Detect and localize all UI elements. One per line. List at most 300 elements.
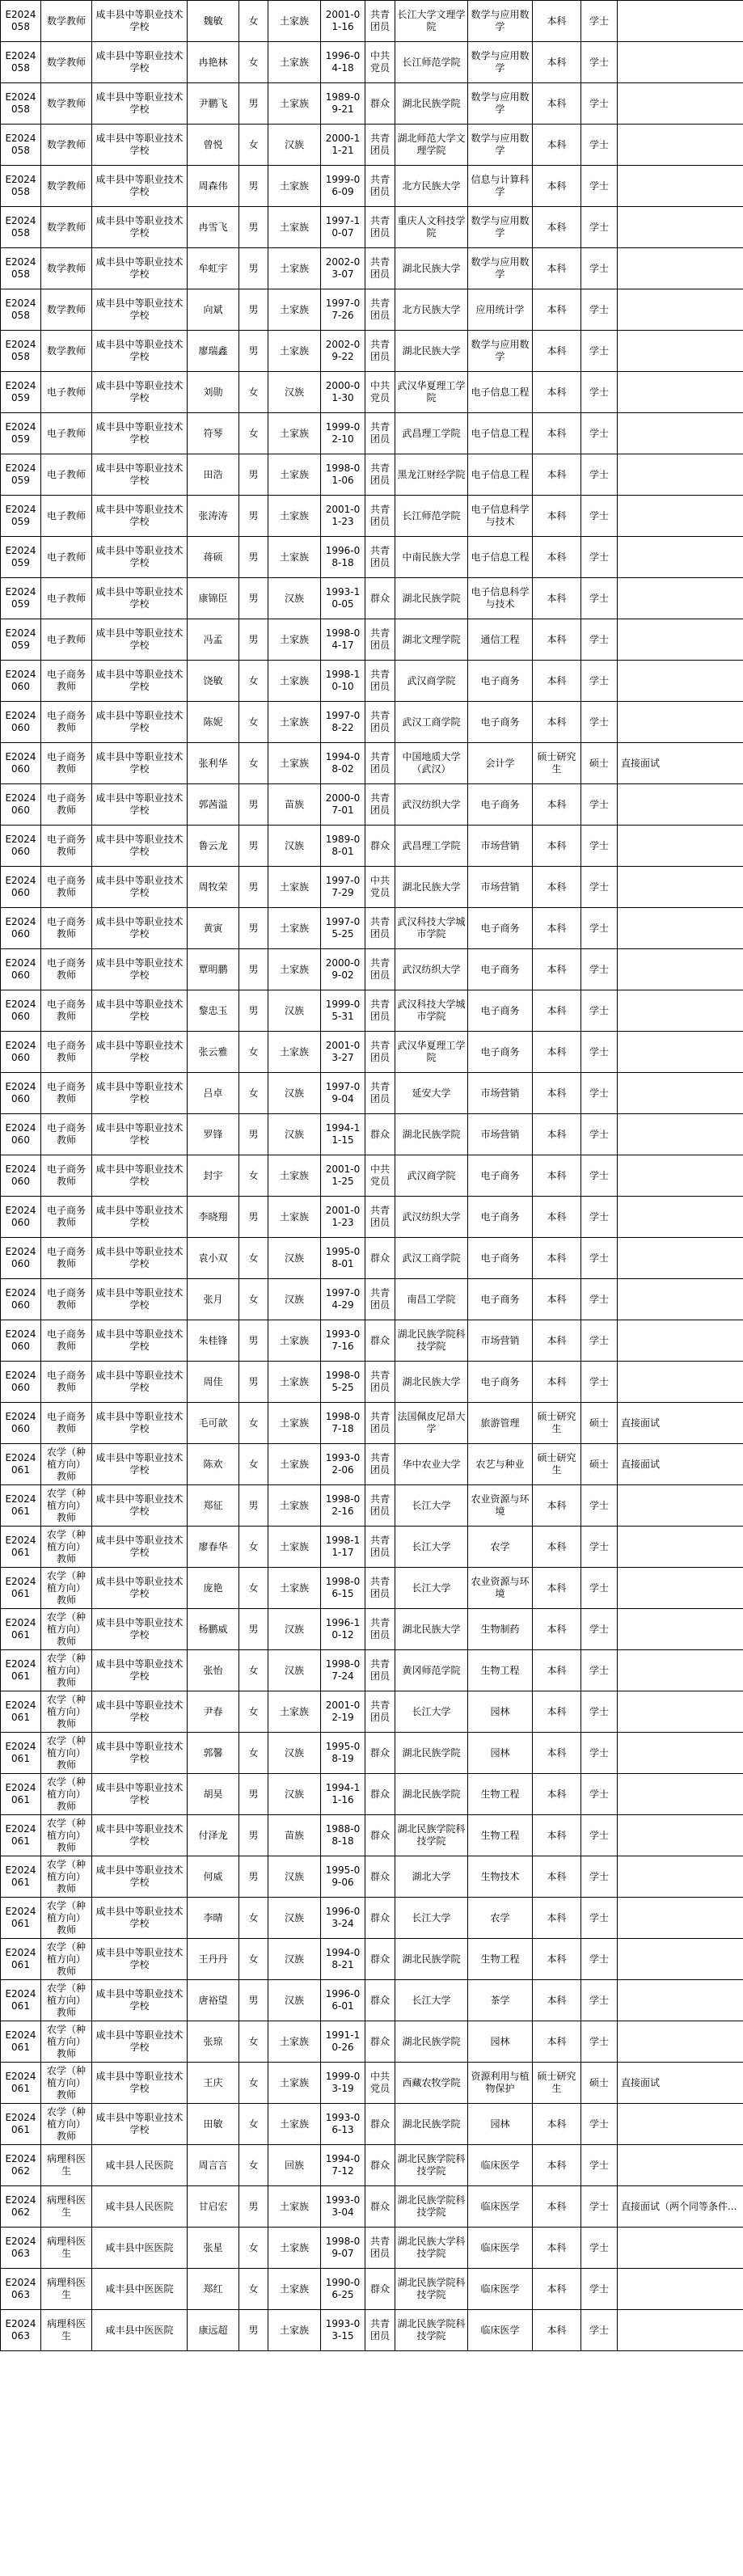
- remark-cell: [618, 1155, 743, 1197]
- gender-cell: 女: [239, 2063, 268, 2104]
- political-status-cell: 共青团员: [365, 1568, 395, 1609]
- gender-cell: 男: [239, 2310, 268, 2351]
- ethnicity-cell: 土家族: [268, 1320, 321, 1362]
- degree-cell: 学士: [581, 2228, 618, 2269]
- major-cell: 生物工程: [468, 1815, 533, 1856]
- school-cell: 湖北民族学院: [395, 1774, 468, 1815]
- education-cell: 本科: [533, 1691, 581, 1733]
- ethnicity-cell: 汉族: [268, 1939, 321, 1980]
- political-status-cell: 中共党员: [365, 372, 395, 413]
- job-code-cell: E2024061: [1, 1733, 41, 1774]
- table-row: [1, 289, 743, 331]
- gender-cell: 男: [239, 1856, 268, 1898]
- birthdate-cell: 1994-08-21: [321, 1939, 365, 1980]
- table-row: [1, 908, 743, 949]
- job-code-cell: E2024063: [1, 2228, 41, 2269]
- degree-cell: 学士: [581, 1691, 618, 1733]
- degree-cell: 学士: [581, 867, 618, 908]
- degree-cell: 学士: [581, 1362, 618, 1403]
- political-status-cell: 共青团员: [365, 2310, 395, 2351]
- school-cell: 湖北民族学院科技学院: [395, 1815, 468, 1856]
- remark-cell: [618, 1898, 743, 1939]
- table-row: [1, 1856, 743, 1898]
- name-cell: 郑红: [188, 2269, 239, 2310]
- education-cell: 本科: [533, 1, 581, 42]
- table-row: [1, 1815, 743, 1856]
- table-row: [1, 125, 743, 166]
- table-row: [1, 1609, 743, 1650]
- remark-cell: 直接面试: [618, 743, 743, 784]
- birthdate-cell: 1998-04-17: [321, 619, 365, 661]
- job-code-cell: E2024058: [1, 166, 41, 207]
- gender-cell: 男: [239, 1815, 268, 1856]
- major-cell: 信息与计算科学: [468, 166, 533, 207]
- ethnicity-cell: 土家族: [268, 743, 321, 784]
- position-cell: 病理科医生: [41, 2228, 92, 2269]
- job-code-cell: E2024061: [1, 1650, 41, 1691]
- remark-cell: [618, 2310, 743, 2351]
- education-cell: 本科: [533, 207, 581, 248]
- name-cell: 尹鹏飞: [188, 83, 239, 125]
- education-cell: 本科: [533, 619, 581, 661]
- position-cell: 农学（种植方向）教师: [41, 1815, 92, 1856]
- birthdate-cell: 1998-06-15: [321, 1568, 365, 1609]
- position-cell: 电子商务教师: [41, 867, 92, 908]
- remark-cell: 直接面试: [618, 1444, 743, 1485]
- major-cell: 数学与应用数学: [468, 331, 533, 372]
- remark-cell: [618, 1856, 743, 1898]
- political-status-cell: 共青团员: [365, 1691, 395, 1733]
- ethnicity-cell: 土家族: [268, 2310, 321, 2351]
- table-row: [1, 826, 743, 867]
- education-cell: 本科: [533, 1197, 581, 1238]
- name-cell: 郑征: [188, 1485, 239, 1527]
- table-row: [1, 1279, 743, 1320]
- name-cell: 张星: [188, 2228, 239, 2269]
- education-cell: 本科: [533, 1032, 581, 1073]
- school-cell: 湖北大学: [395, 1856, 468, 1898]
- degree-cell: 学士: [581, 2310, 618, 2351]
- political-status-cell: 共青团员: [365, 661, 395, 702]
- birthdate-cell: 1998-07-18: [321, 1403, 365, 1444]
- position-cell: 农学（种植方向）教师: [41, 1939, 92, 1980]
- gender-cell: 女: [239, 1155, 268, 1197]
- position-cell: 农学（种植方向）教师: [41, 1527, 92, 1568]
- major-cell: 生物制药: [468, 1609, 533, 1650]
- political-status-cell: 群众: [365, 2186, 395, 2228]
- employer-cell: 咸丰县中等职业技术学校: [92, 2021, 188, 2063]
- degree-cell: 学士: [581, 1032, 618, 1073]
- birthdate-cell: 1993-02-06: [321, 1444, 365, 1485]
- degree-cell: 学士: [581, 1898, 618, 1939]
- school-cell: 西藏农牧学院: [395, 2063, 468, 2104]
- position-cell: 电子教师: [41, 454, 92, 496]
- employer-cell: 咸丰县中等职业技术学校: [92, 166, 188, 207]
- political-status-cell: 群众: [365, 1733, 395, 1774]
- birthdate-cell: 2001-01-16: [321, 1, 365, 42]
- education-cell: 本科: [533, 537, 581, 578]
- table-row: [1, 2228, 743, 2269]
- education-cell: 本科: [533, 990, 581, 1032]
- gender-cell: 女: [239, 125, 268, 166]
- table-row: [1, 702, 743, 743]
- degree-cell: 学士: [581, 1073, 618, 1114]
- education-cell: 本科: [533, 2021, 581, 2063]
- major-cell: 电子商务: [468, 784, 533, 826]
- ethnicity-cell: 土家族: [268, 1032, 321, 1073]
- school-cell: 武汉商学院: [395, 661, 468, 702]
- school-cell: 湖北民族学院: [395, 1733, 468, 1774]
- employer-cell: 咸丰县中等职业技术学校: [92, 867, 188, 908]
- employer-cell: 咸丰县中等职业技术学校: [92, 784, 188, 826]
- position-cell: 农学（种植方向）教师: [41, 1609, 92, 1650]
- table-row: [1, 1527, 743, 1568]
- name-cell: 田敏: [188, 2104, 239, 2145]
- job-code-cell: E2024061: [1, 1815, 41, 1856]
- degree-cell: 学士: [581, 1114, 618, 1155]
- school-cell: 法国佩皮尼昂大学: [395, 1403, 468, 1444]
- table-row: [1, 1485, 743, 1527]
- political-status-cell: 共青团员: [365, 248, 395, 289]
- birthdate-cell: 1999-02-10: [321, 413, 365, 454]
- birthdate-cell: 2001-01-25: [321, 1155, 365, 1197]
- degree-cell: 学士: [581, 289, 618, 331]
- position-cell: 农学（种植方向）教师: [41, 1774, 92, 1815]
- political-status-cell: 群众: [365, 1774, 395, 1815]
- employer-cell: 咸丰县中医医院: [92, 2310, 188, 2351]
- ethnicity-cell: 土家族: [268, 619, 321, 661]
- employer-cell: 咸丰县中等职业技术学校: [92, 1650, 188, 1691]
- gender-cell: 男: [239, 1980, 268, 2021]
- political-status-cell: 共青团员: [365, 784, 395, 826]
- degree-cell: 学士: [581, 784, 618, 826]
- remark-cell: [618, 331, 743, 372]
- education-cell: 本科: [533, 1279, 581, 1320]
- birthdate-cell: 1997-09-04: [321, 1073, 365, 1114]
- table-row: [1, 578, 743, 619]
- name-cell: 王丹丹: [188, 1939, 239, 1980]
- education-cell: 本科: [533, 372, 581, 413]
- ethnicity-cell: 土家族: [268, 1485, 321, 1527]
- school-cell: 长江大学: [395, 1485, 468, 1527]
- employer-cell: 咸丰县中等职业技术学校: [92, 908, 188, 949]
- ethnicity-cell: 土家族: [268, 1362, 321, 1403]
- degree-cell: 学士: [581, 42, 618, 83]
- job-code-cell: E2024060: [1, 949, 41, 990]
- political-status-cell: 群众: [365, 83, 395, 125]
- employer-cell: 咸丰县中等职业技术学校: [92, 1980, 188, 2021]
- ethnicity-cell: 土家族: [268, 1691, 321, 1733]
- education-cell: 本科: [533, 784, 581, 826]
- name-cell: 刘勋: [188, 372, 239, 413]
- major-cell: 电子信息工程: [468, 454, 533, 496]
- birthdate-cell: 2000-11-21: [321, 125, 365, 166]
- employer-cell: 咸丰县中等职业技术学校: [92, 1815, 188, 1856]
- birthdate-cell: 1997-10-07: [321, 207, 365, 248]
- ethnicity-cell: 土家族: [268, 83, 321, 125]
- degree-cell: 学士: [581, 1650, 618, 1691]
- position-cell: 农学（种植方向）教师: [41, 1980, 92, 2021]
- birthdate-cell: 1995-08-19: [321, 1733, 365, 1774]
- school-cell: 重庆人文科技学院: [395, 207, 468, 248]
- gender-cell: 男: [239, 207, 268, 248]
- employer-cell: 咸丰县中等职业技术学校: [92, 1403, 188, 1444]
- ethnicity-cell: 土家族: [268, 1197, 321, 1238]
- political-status-cell: 共青团员: [365, 496, 395, 537]
- birthdate-cell: 1996-08-18: [321, 537, 365, 578]
- remark-cell: 直接面试（两个同等条件...: [618, 2186, 743, 2228]
- political-status-cell: 共青团员: [365, 1527, 395, 1568]
- job-code-cell: E2024060: [1, 1403, 41, 1444]
- employer-cell: 咸丰县中等职业技术学校: [92, 619, 188, 661]
- remark-cell: [618, 1815, 743, 1856]
- degree-cell: 学士: [581, 619, 618, 661]
- employer-cell: 咸丰县中等职业技术学校: [92, 949, 188, 990]
- education-cell: 本科: [533, 578, 581, 619]
- degree-cell: 学士: [581, 990, 618, 1032]
- political-status-cell: 共青团员: [365, 454, 395, 496]
- school-cell: 武汉商学院: [395, 1155, 468, 1197]
- birthdate-cell: 1999-03-19: [321, 2063, 365, 2104]
- political-status-cell: 共青团员: [365, 537, 395, 578]
- birthdate-cell: 1998-07-24: [321, 1650, 365, 1691]
- degree-cell: 学士: [581, 1733, 618, 1774]
- gender-cell: 女: [239, 1898, 268, 1939]
- birthdate-cell: 1999-05-31: [321, 990, 365, 1032]
- job-code-cell: E2024061: [1, 1774, 41, 1815]
- name-cell: 魏敏: [188, 1, 239, 42]
- political-status-cell: 共青团员: [365, 1, 395, 42]
- degree-cell: 学士: [581, 1527, 618, 1568]
- employer-cell: 咸丰县中等职业技术学校: [92, 1609, 188, 1650]
- job-code-cell: E2024060: [1, 1279, 41, 1320]
- major-cell: 临床医学: [468, 2269, 533, 2310]
- table-row: [1, 743, 743, 784]
- birthdate-cell: 1993-07-16: [321, 1320, 365, 1362]
- employer-cell: 咸丰县中等职业技术学校: [92, 248, 188, 289]
- job-code-cell: E2024058: [1, 125, 41, 166]
- job-code-cell: E2024060: [1, 908, 41, 949]
- birthdate-cell: 1998-05-25: [321, 1362, 365, 1403]
- gender-cell: 男: [239, 496, 268, 537]
- remark-cell: 直接面试: [618, 2063, 743, 2104]
- political-status-cell: 群众: [365, 2145, 395, 2186]
- major-cell: 临床医学: [468, 2228, 533, 2269]
- remark-cell: [618, 1691, 743, 1733]
- table-row: [1, 83, 743, 125]
- ethnicity-cell: 汉族: [268, 125, 321, 166]
- name-cell: 蒋硕: [188, 537, 239, 578]
- employer-cell: 咸丰县中等职业技术学校: [92, 1238, 188, 1279]
- birthdate-cell: 1989-09-21: [321, 83, 365, 125]
- major-cell: 园林: [468, 1691, 533, 1733]
- table-row: [1, 1444, 743, 1485]
- remark-cell: [618, 2104, 743, 2145]
- job-code-cell: E2024063: [1, 2269, 41, 2310]
- degree-cell: 硕士: [581, 743, 618, 784]
- table-row: [1, 1197, 743, 1238]
- degree-cell: 学士: [581, 2269, 618, 2310]
- remark-cell: [618, 2145, 743, 2186]
- position-cell: 电子商务教师: [41, 743, 92, 784]
- degree-cell: 学士: [581, 1197, 618, 1238]
- political-status-cell: 共青团员: [365, 1403, 395, 1444]
- job-code-cell: E2024059: [1, 454, 41, 496]
- school-cell: 武汉科技大学城市学院: [395, 990, 468, 1032]
- ethnicity-cell: 土家族: [268, 1155, 321, 1197]
- major-cell: 农学: [468, 1527, 533, 1568]
- school-cell: 湖北民族学院科技学院: [395, 2310, 468, 2351]
- birthdate-cell: 1994-11-16: [321, 1774, 365, 1815]
- name-cell: 胡昊: [188, 1774, 239, 1815]
- table-row: [1, 1, 743, 42]
- birthdate-cell: 1997-07-29: [321, 867, 365, 908]
- major-cell: 数学与应用数学: [468, 42, 533, 83]
- school-cell: 湖北民族学院科技学院: [395, 2186, 468, 2228]
- name-cell: 郭茜溢: [188, 784, 239, 826]
- position-cell: 数学教师: [41, 331, 92, 372]
- ethnicity-cell: 土家族: [268, 454, 321, 496]
- position-cell: 电子商务教师: [41, 949, 92, 990]
- education-cell: 本科: [533, 1527, 581, 1568]
- gender-cell: 女: [239, 1, 268, 42]
- gender-cell: 女: [239, 42, 268, 83]
- degree-cell: 学士: [581, 372, 618, 413]
- gender-cell: 男: [239, 1114, 268, 1155]
- school-cell: 湖北民族大学: [395, 1609, 468, 1650]
- major-cell: 电子商务: [468, 1279, 533, 1320]
- name-cell: 郭馨: [188, 1733, 239, 1774]
- birthdate-cell: 1997-04-29: [321, 1279, 365, 1320]
- table-row: [1, 1650, 743, 1691]
- ethnicity-cell: 回族: [268, 2145, 321, 2186]
- degree-cell: 学士: [581, 1856, 618, 1898]
- birthdate-cell: 2002-09-22: [321, 331, 365, 372]
- major-cell: 数学与应用数学: [468, 248, 533, 289]
- employer-cell: 咸丰县中等职业技术学校: [92, 42, 188, 83]
- remark-cell: [618, 1527, 743, 1568]
- gender-cell: 女: [239, 1238, 268, 1279]
- education-cell: 本科: [533, 413, 581, 454]
- position-cell: 电子教师: [41, 537, 92, 578]
- education-cell: 本科: [533, 1856, 581, 1898]
- education-cell: 本科: [533, 454, 581, 496]
- gender-cell: 男: [239, 537, 268, 578]
- education-cell: 硕士研究生: [533, 743, 581, 784]
- position-cell: 数学教师: [41, 248, 92, 289]
- table-row: [1, 331, 743, 372]
- gender-cell: 女: [239, 1444, 268, 1485]
- employer-cell: 咸丰县中等职业技术学校: [92, 1197, 188, 1238]
- degree-cell: 学士: [581, 1980, 618, 2021]
- table-row: [1, 537, 743, 578]
- degree-cell: 学士: [581, 1815, 618, 1856]
- position-cell: 电子商务教师: [41, 1197, 92, 1238]
- name-cell: 王庆: [188, 2063, 239, 2104]
- school-cell: 武昌理工学院: [395, 413, 468, 454]
- school-cell: 长江大学: [395, 1527, 468, 1568]
- degree-cell: 学士: [581, 1155, 618, 1197]
- ethnicity-cell: 汉族: [268, 1073, 321, 1114]
- degree-cell: 学士: [581, 1568, 618, 1609]
- job-code-cell: E2024060: [1, 702, 41, 743]
- political-status-cell: 中共党员: [365, 867, 395, 908]
- education-cell: 本科: [533, 1650, 581, 1691]
- political-status-cell: 共青团员: [365, 1485, 395, 1527]
- degree-cell: 学士: [581, 1609, 618, 1650]
- education-cell: 本科: [533, 125, 581, 166]
- position-cell: 数学教师: [41, 1, 92, 42]
- ethnicity-cell: 土家族: [268, 2021, 321, 2063]
- employer-cell: 咸丰县中等职业技术学校: [92, 702, 188, 743]
- school-cell: 湖北民族大学科技学院: [395, 2228, 468, 2269]
- ethnicity-cell: 汉族: [268, 1856, 321, 1898]
- name-cell: 田浩: [188, 454, 239, 496]
- education-cell: 本科: [533, 331, 581, 372]
- employer-cell: 咸丰县中等职业技术学校: [92, 1568, 188, 1609]
- major-cell: 市场营销: [468, 1114, 533, 1155]
- name-cell: 饶敏: [188, 661, 239, 702]
- remark-cell: [618, 372, 743, 413]
- major-cell: 园林: [468, 2104, 533, 2145]
- gender-cell: 女: [239, 1032, 268, 1073]
- employer-cell: 咸丰县中等职业技术学校: [92, 1155, 188, 1197]
- job-code-cell: E2024058: [1, 207, 41, 248]
- ethnicity-cell: 土家族: [268, 908, 321, 949]
- school-cell: 华中农业大学: [395, 1444, 468, 1485]
- birthdate-cell: 2002-03-07: [321, 248, 365, 289]
- gender-cell: 女: [239, 702, 268, 743]
- remark-cell: 直接面试: [618, 1403, 743, 1444]
- degree-cell: 学士: [581, 248, 618, 289]
- ethnicity-cell: 汉族: [268, 372, 321, 413]
- position-cell: 电子商务教师: [41, 1073, 92, 1114]
- table-row: [1, 990, 743, 1032]
- gender-cell: 男: [239, 1362, 268, 1403]
- major-cell: 电子信息工程: [468, 413, 533, 454]
- school-cell: 中南民族大学: [395, 537, 468, 578]
- table-row: [1, 1238, 743, 1279]
- name-cell: 封宇: [188, 1155, 239, 1197]
- education-cell: 本科: [533, 867, 581, 908]
- job-code-cell: E2024060: [1, 1238, 41, 1279]
- degree-cell: 学士: [581, 1279, 618, 1320]
- degree-cell: 学士: [581, 83, 618, 125]
- education-cell: 本科: [533, 1898, 581, 1939]
- school-cell: 长江大学: [395, 1898, 468, 1939]
- major-cell: 园林: [468, 2021, 533, 2063]
- job-code-cell: E2024059: [1, 619, 41, 661]
- position-cell: 农学（种植方向）教师: [41, 1485, 92, 1527]
- table-row: [1, 1774, 743, 1815]
- birthdate-cell: 1997-05-25: [321, 908, 365, 949]
- political-status-cell: 共青团员: [365, 125, 395, 166]
- position-cell: 电子商务教师: [41, 826, 92, 867]
- major-cell: 电子信息科学与技术: [468, 496, 533, 537]
- major-cell: 电子商务: [468, 1238, 533, 1279]
- education-cell: 本科: [533, 949, 581, 990]
- birthdate-cell: 1998-10-10: [321, 661, 365, 702]
- major-cell: 市场营销: [468, 867, 533, 908]
- position-cell: 电子商务教师: [41, 1238, 92, 1279]
- degree-cell: 学士: [581, 207, 618, 248]
- major-cell: 农学: [468, 1898, 533, 1939]
- job-code-cell: E2024060: [1, 1155, 41, 1197]
- position-cell: 病理科医生: [41, 2269, 92, 2310]
- gender-cell: 男: [239, 289, 268, 331]
- school-cell: 武汉工商学院: [395, 1238, 468, 1279]
- table-row: [1, 867, 743, 908]
